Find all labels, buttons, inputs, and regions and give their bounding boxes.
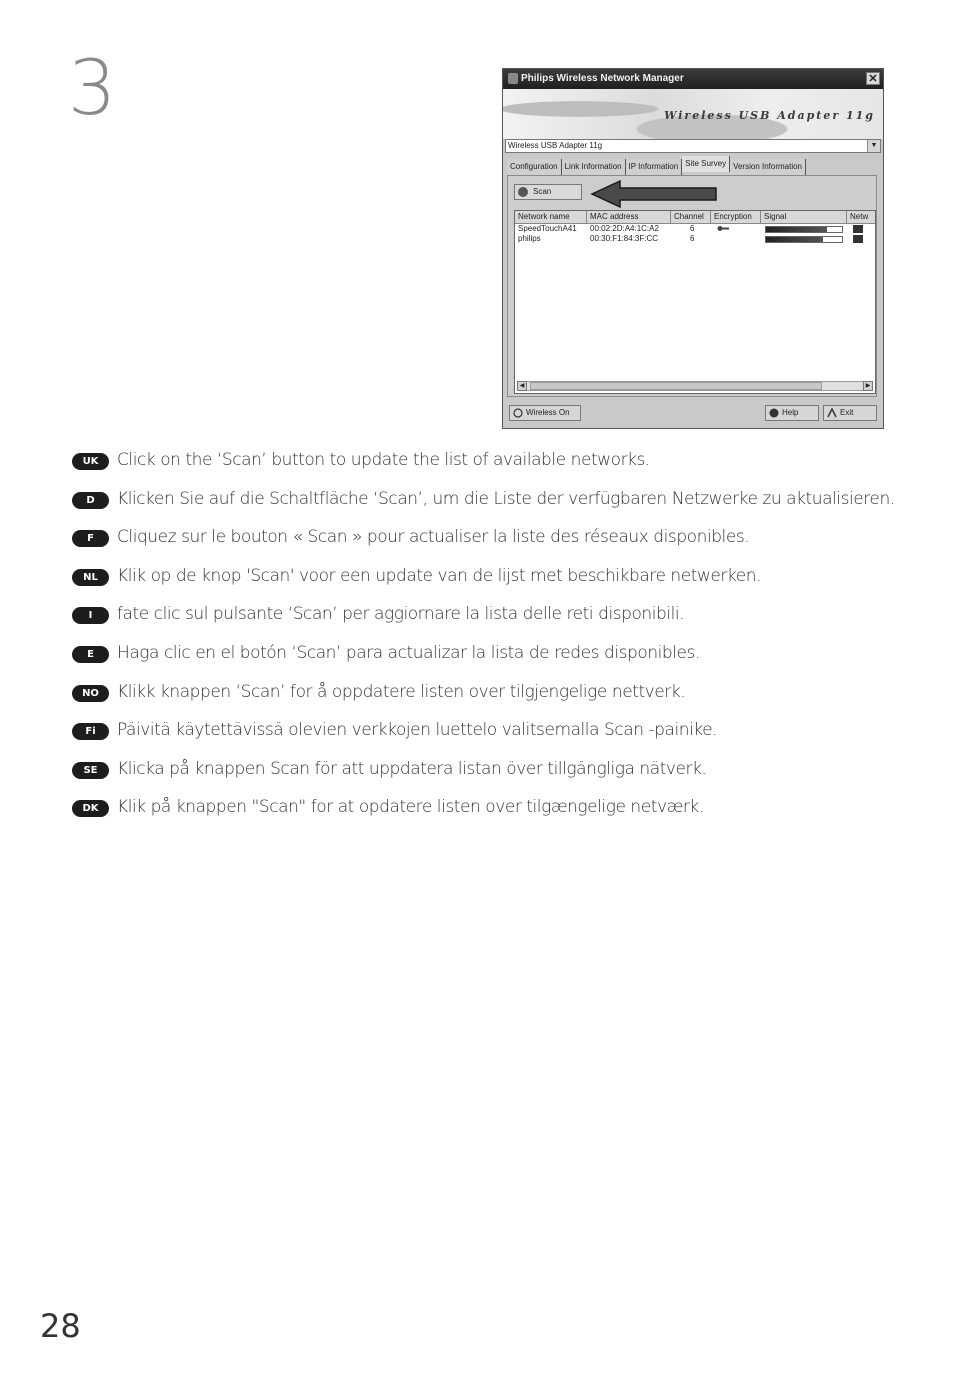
language-badge: E xyxy=(72,646,109,663)
scroll-left-icon[interactable]: ◀ xyxy=(517,381,527,391)
tab-version-information[interactable]: Version Information xyxy=(730,159,806,175)
product-banner xyxy=(503,89,883,139)
network-type-icon xyxy=(853,235,863,243)
col-encryption[interactable]: Encryption xyxy=(711,211,761,223)
channel: 6 xyxy=(690,224,695,233)
app-icon xyxy=(508,73,518,84)
col-signal[interactable]: Signal xyxy=(761,211,847,223)
wireless-on-button[interactable] xyxy=(509,405,581,421)
instruction-text: Klik op de knop 'Scan' voor een update van de lijst met beschikbare netwerken. xyxy=(117,565,762,586)
tab-ip-information[interactable]: IP Information xyxy=(626,159,683,175)
instruction-text: Cliquez sur le bouton « Scan » pour actualiser la liste des réseaux disponibles. xyxy=(117,527,750,548)
help-label: Help xyxy=(782,408,799,417)
language-badge: D xyxy=(72,492,109,509)
instruction-text: fate clic sul pulsante ‘Scan’ per aggiornare la lista delle reti disponibili. xyxy=(117,604,685,625)
instruction-text: Klicka på knappen Scan för att uppdatera listan över tillgängliga nätverk. xyxy=(117,758,707,779)
signal-bar xyxy=(765,236,843,243)
instruction-text: Klikk knappen ‘Scan’ for å oppdatere listen over tilgjengelige nettverk. xyxy=(117,681,686,702)
language-badge: F xyxy=(72,530,109,547)
mac-address: 00:30:F1:84:3F:CC xyxy=(590,234,659,243)
page-number: 28 xyxy=(40,1307,81,1345)
language-badge: Fi xyxy=(72,723,109,740)
tab-link-information[interactable]: Link Information xyxy=(562,159,626,175)
instruction-text: Klicken Sie auf die Schaltfläche ‘Scan’, um die Liste der verfügbaren Netzwerke zu aktualisieren. xyxy=(117,488,895,509)
scan-button-label: Scan xyxy=(533,187,552,196)
network-list[interactable] xyxy=(514,210,876,394)
col-mac-address[interactable]: MAC address xyxy=(587,211,671,223)
table-row[interactable] xyxy=(515,234,875,244)
scan-icon xyxy=(518,187,528,197)
scrollbar-thumb[interactable] xyxy=(530,382,822,390)
help-button[interactable] xyxy=(765,405,819,421)
product-name: Wireless USB Adapter 11g xyxy=(664,109,875,122)
language-badge: SE xyxy=(72,762,109,779)
signal-bar xyxy=(765,226,843,233)
network-list-header xyxy=(515,211,875,224)
app-window-screenshot xyxy=(502,68,884,429)
bottom-bar xyxy=(503,399,883,429)
col-network[interactable]: Netw xyxy=(850,212,869,221)
close-icon[interactable]: ✕ xyxy=(866,72,880,85)
col-channel[interactable]: Channel xyxy=(671,211,711,223)
mac-address: 00:02:2D:A4:1C:A2 xyxy=(590,224,659,233)
signal-bar-fill xyxy=(766,237,823,242)
network-name: SpeedTouchA41 xyxy=(518,224,577,233)
network-type-icon xyxy=(853,225,863,233)
help-icon xyxy=(769,408,779,418)
signal-bar-fill xyxy=(766,227,827,232)
exit-label: Exit xyxy=(840,408,854,417)
pointer-arrow-icon xyxy=(590,179,720,209)
col-network-name[interactable]: Network name xyxy=(515,211,587,223)
power-icon xyxy=(513,408,523,418)
scan-button[interactable] xyxy=(514,184,582,200)
language-badge: NO xyxy=(72,685,109,702)
horizontal-scrollbar[interactable] xyxy=(517,381,873,391)
language-badge: NL xyxy=(72,569,109,586)
instruction-text: Haga clic en el botón ‘Scan’ para actualizar la lista de redes disponibles. xyxy=(117,643,700,663)
tab-site-survey[interactable]: Site Survey xyxy=(682,156,730,172)
step-number: 3 xyxy=(68,43,117,132)
instruction-text: Click on the ‘Scan’ button to update the list of available networks. xyxy=(117,450,650,470)
window-titlebar xyxy=(503,69,883,89)
language-badge: I xyxy=(72,607,109,624)
adapter-select[interactable] xyxy=(505,139,881,153)
window-title: Philips Wireless Network Manager xyxy=(521,73,684,84)
instruction-text: Päivitä käytettävissä olevien verkkojen luettelo valitsemalla Scan -painike. xyxy=(117,720,718,741)
exit-icon xyxy=(827,408,837,418)
scroll-right-icon[interactable]: ▶ xyxy=(863,381,873,391)
language-badge: UK xyxy=(72,453,109,470)
chevron-down-icon[interactable]: ▼ xyxy=(867,140,880,152)
adapter-select-value: Wireless USB Adapter 11g xyxy=(508,141,603,150)
channel: 6 xyxy=(690,234,695,243)
tab-configuration[interactable]: Configuration xyxy=(507,159,562,175)
network-name: philips xyxy=(518,234,541,243)
exit-button[interactable] xyxy=(823,405,877,421)
table-row[interactable] xyxy=(515,224,875,234)
wireless-on-label: Wireless On xyxy=(526,408,570,417)
tab-bar xyxy=(507,159,879,175)
key-icon xyxy=(717,225,729,232)
instruction-text: Klik på knappen "Scan" for at opdatere listen over tilgængelige netværk. xyxy=(117,797,704,818)
site-survey-panel xyxy=(507,175,877,397)
language-badge: DK xyxy=(72,800,109,817)
